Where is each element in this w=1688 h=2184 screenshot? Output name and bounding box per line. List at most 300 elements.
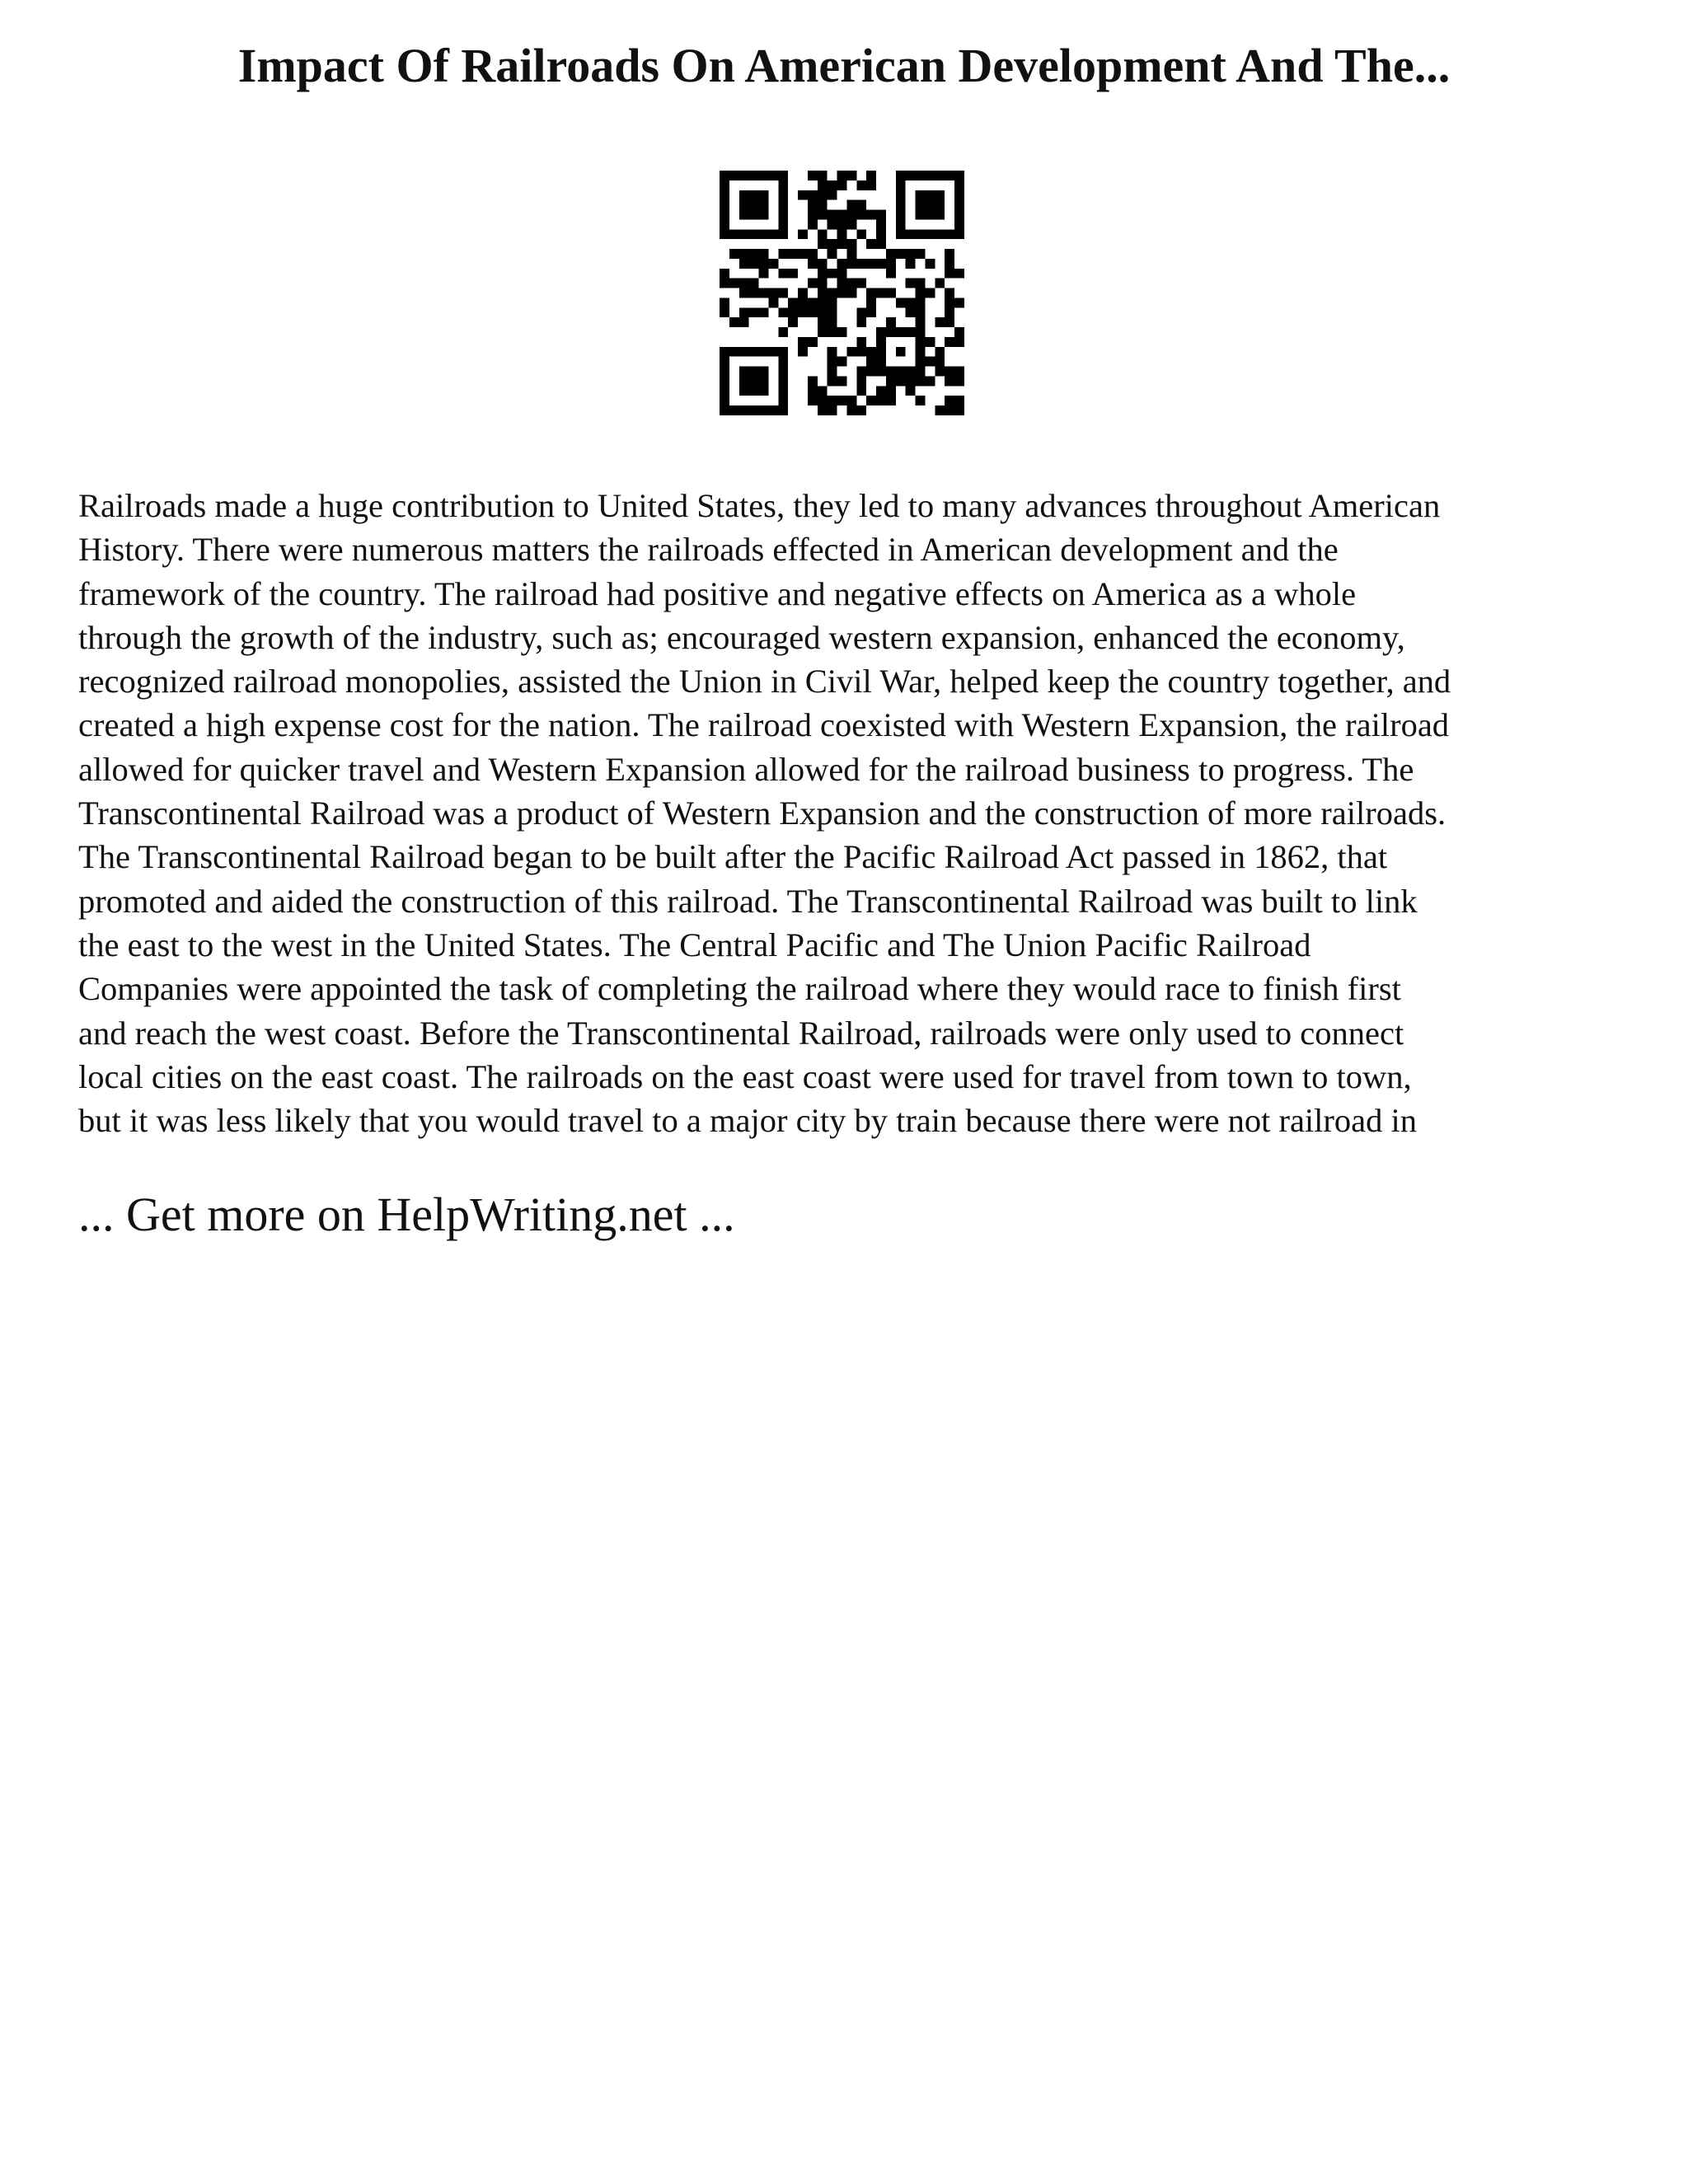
qr-module: [778, 367, 788, 377]
qr-module: [906, 307, 916, 317]
qr-module: [749, 259, 759, 269]
qr-module: [886, 396, 896, 405]
qr-module: [945, 376, 954, 386]
qr-module: [856, 405, 866, 415]
qr-module: [749, 347, 759, 357]
qr-module: [945, 288, 954, 298]
qr-module: [866, 357, 876, 367]
qr-module: [876, 347, 886, 357]
qr-module: [818, 317, 828, 327]
qr-module: [866, 259, 876, 269]
qr-module: [788, 269, 798, 279]
qr-module: [818, 386, 828, 396]
qr-module: [935, 317, 945, 327]
qr-module: [759, 376, 769, 386]
qr-module: [749, 249, 759, 259]
qr-module: [720, 190, 729, 200]
qr-module: [856, 200, 866, 210]
qr-module: [906, 386, 916, 396]
qr-module: [828, 405, 837, 415]
qr-module: [837, 357, 847, 367]
qr-module: [896, 347, 906, 357]
qr-module: [739, 405, 749, 415]
qr-module: [886, 269, 896, 279]
qr-module: [759, 367, 769, 377]
qr-module: [720, 210, 729, 220]
qr-module: [945, 171, 954, 180]
qr-module: [916, 376, 926, 386]
qr-module: [945, 307, 954, 317]
qr-module: [876, 219, 886, 229]
body-line: promoted and aided the construction of this railroad. The Transcontinental Railroad was built to link: [78, 882, 1418, 920]
qr-module: [729, 249, 739, 259]
qr-module: [808, 386, 818, 396]
qr-module: [925, 337, 935, 347]
qr-module: [739, 190, 749, 200]
body-line: The Transcontinental Railroad began to be built after the Pacific Railroad Act passed in 1862, that: [78, 838, 1388, 876]
qr-module: [876, 259, 886, 269]
qr-module: [739, 210, 749, 220]
qr-module: [925, 229, 935, 239]
qr-module: [925, 259, 935, 269]
qr-module: [798, 347, 808, 357]
qr-module: [768, 347, 778, 357]
qr-module: [846, 239, 856, 249]
qr-module: [945, 317, 954, 327]
qr-module: [837, 259, 847, 269]
qr-module: [925, 376, 935, 386]
qr-module: [759, 259, 769, 269]
qr-module: [828, 376, 837, 386]
qr-module: [945, 405, 954, 415]
qr-module: [778, 210, 788, 220]
qr-module: [759, 171, 769, 180]
qr-module: [916, 279, 926, 288]
qr-module: [945, 367, 954, 377]
qr-module: [896, 229, 906, 239]
qr-module: [720, 298, 729, 307]
qr-module: [916, 210, 926, 220]
qr-module: [906, 229, 916, 239]
qr-module: [720, 396, 729, 405]
qr-module: [945, 269, 954, 279]
qr-module: [768, 405, 778, 415]
qr-module: [778, 269, 788, 279]
qr-module: [768, 229, 778, 239]
qr-module: [954, 210, 964, 220]
qr-module: [759, 269, 769, 279]
qr-module: [720, 307, 729, 317]
qr-module: [739, 307, 749, 317]
qr-module: [906, 376, 916, 386]
qr-module: [846, 396, 856, 405]
qr-module: [768, 298, 778, 307]
qr-module: [739, 259, 749, 269]
qr-module: [954, 200, 964, 210]
qr-module: [720, 405, 729, 415]
qr-module: [925, 357, 935, 367]
body-line: local cities on the east coast. The railroads on the east coast were used for travel from town to town,: [78, 1057, 1412, 1095]
qr-module: [808, 259, 818, 269]
qr-module: [828, 357, 837, 367]
qr-module: [916, 367, 926, 377]
qr-module: [876, 288, 886, 298]
qr-module: [916, 288, 926, 298]
qr-module: [856, 229, 866, 239]
qr-module: [808, 337, 818, 347]
qr-module: [896, 367, 906, 377]
qr-module: [778, 405, 788, 415]
body-line: Railroads made a huge contribution to United States, they led to many advances throughout American: [78, 487, 1441, 524]
qr-module: [935, 190, 945, 200]
qr-module: [818, 259, 828, 269]
qr-module: [778, 307, 788, 317]
qr-module: [954, 337, 964, 347]
qr-module: [808, 307, 818, 317]
qr-module: [828, 396, 837, 405]
qr-module: [778, 171, 788, 180]
qr-module: [778, 288, 788, 298]
qr-module: [916, 229, 926, 239]
qr-module: [739, 171, 749, 180]
qr-module: [876, 357, 886, 367]
qr-module: [808, 298, 818, 307]
qr-module: [828, 190, 837, 200]
qr-module: [886, 259, 896, 269]
qr-module: [925, 171, 935, 180]
qr-module: [749, 288, 759, 298]
qr-module: [856, 347, 866, 357]
qr-module: [837, 229, 847, 239]
qr-module: [788, 298, 798, 307]
qr-module: [739, 317, 749, 327]
qr-module: [886, 376, 896, 386]
qr-module: [778, 229, 788, 239]
qr-module: [808, 210, 818, 220]
qr-module: [828, 210, 837, 220]
qr-module: [856, 307, 866, 317]
qr-module: [906, 298, 916, 307]
qr-module: [768, 288, 778, 298]
qr-module: [798, 337, 808, 347]
qr-module: [945, 249, 954, 259]
qr-module: [876, 367, 886, 377]
qr-module: [886, 288, 896, 298]
qr-module: [935, 279, 945, 288]
qr-module: [876, 396, 886, 405]
qr-module: [828, 327, 837, 337]
qr-module: [935, 210, 945, 220]
qr-module: [906, 171, 916, 180]
qr-module: [729, 229, 739, 239]
qr-module: [866, 298, 876, 307]
qr-module: [729, 279, 739, 288]
qr-module: [818, 279, 828, 288]
qr-module: [759, 200, 769, 210]
qr-module: [876, 210, 886, 220]
qr-module: [856, 367, 866, 377]
qr-module: [876, 337, 886, 347]
body-line: and reach the west coast. Before the Transcontinental Railroad, railroads were only used to connect: [78, 1014, 1404, 1052]
qr-module: [798, 307, 808, 317]
body-line: framework of the country. The railroad had positive and negative effects on America as a whole: [78, 574, 1357, 612]
qr-module: [896, 200, 906, 210]
document-body: [78, 484, 1628, 1142]
qr-module: [828, 307, 837, 317]
qr-module: [856, 259, 866, 269]
qr-module: [778, 386, 788, 396]
qr-module: [935, 171, 945, 180]
qr-module: [749, 229, 759, 239]
qr-module: [846, 171, 856, 180]
qr-module: [778, 357, 788, 367]
qr-module: [886, 249, 896, 259]
qr-module: [808, 219, 818, 229]
qr-module: [916, 396, 926, 405]
qr-module: [846, 200, 856, 210]
qr-module: [828, 269, 837, 279]
qr-module: [916, 327, 926, 337]
qr-module: [856, 337, 866, 347]
qr-module: [876, 327, 886, 337]
qr-module: [866, 288, 876, 298]
body-line: but it was less likely that you would travel to a major city by train because there were not railroad in: [78, 1102, 1418, 1140]
qr-module: [945, 298, 954, 307]
qr-module: [759, 307, 769, 317]
qr-module: [788, 249, 798, 259]
qr-module: [778, 249, 788, 259]
qr-module: [818, 307, 828, 317]
qr-module: [916, 317, 926, 327]
qr-module: [749, 376, 759, 386]
qr-module: [720, 219, 729, 229]
qr-module: [759, 347, 769, 357]
qr-code-graphic: [720, 171, 964, 415]
qr-module: [818, 396, 828, 405]
body-line: History. There were numerous matters the railroads effected in American development and the: [78, 531, 1339, 569]
qr-module: [759, 229, 769, 239]
body-line: Transcontinental Railroad was a product of Western Expansion and the construction of more railroads.: [78, 794, 1447, 832]
qr-module: [808, 249, 818, 259]
get-more-link[interactable]: ... Get more on HelpWriting.net ...: [78, 1188, 735, 1241]
qr-module: [720, 229, 729, 239]
qr-module: [954, 405, 964, 415]
qr-module: [837, 239, 847, 249]
qr-module: [935, 357, 945, 367]
qr-module: [837, 327, 847, 337]
qr-module: [866, 171, 876, 180]
qr-module: [954, 229, 964, 239]
qr-module: [876, 386, 886, 396]
qr-module: [778, 200, 788, 210]
qr-module: [866, 396, 876, 405]
qr-module: [886, 367, 896, 377]
qr-module: [906, 327, 916, 337]
qr-module: [935, 229, 945, 239]
qr-module: [808, 190, 818, 200]
qr-module: [866, 307, 876, 317]
qr-module: [739, 347, 749, 357]
qr-module: [954, 171, 964, 180]
qr-module: [906, 279, 916, 288]
qr-module: [916, 298, 926, 307]
qr-module: [828, 317, 837, 327]
qr-module: [729, 347, 739, 357]
qr-module: [846, 210, 856, 220]
qr-module: [808, 376, 818, 386]
qr-module: [739, 279, 749, 288]
qr-module: [876, 229, 886, 239]
qr-module: [846, 288, 856, 298]
qr-module: [759, 405, 769, 415]
qr-module: [778, 219, 788, 229]
qr-module: [954, 269, 964, 279]
qr-module: [925, 210, 935, 220]
qr-module: [720, 367, 729, 377]
qr-module: [954, 190, 964, 200]
qr-module: [759, 210, 769, 220]
qr-module: [818, 288, 828, 298]
qr-module: [896, 190, 906, 200]
qr-module: [739, 386, 749, 396]
qr-module: [856, 279, 866, 288]
qr-module: [749, 210, 759, 220]
qr-module: [916, 307, 926, 317]
qr-module: [925, 200, 935, 210]
qr-module: [778, 347, 788, 357]
qr-module: [896, 376, 906, 386]
qr-module: [846, 249, 856, 259]
qr-module: [828, 219, 837, 229]
qr-module: [846, 347, 856, 357]
qr-module: [866, 367, 876, 377]
qr-module: [749, 171, 759, 180]
qr-module: [798, 229, 808, 239]
qr-module: [778, 327, 788, 337]
qr-code-icon[interactable]: [720, 171, 964, 415]
qr-module: [954, 376, 964, 386]
qr-module: [866, 239, 876, 249]
qr-module: [866, 180, 876, 190]
qr-module: [837, 279, 847, 288]
qr-module: [828, 367, 837, 377]
qr-module: [778, 376, 788, 386]
qr-module: [749, 386, 759, 396]
qr-module: [837, 288, 847, 298]
qr-module: [828, 239, 837, 249]
qr-module: [906, 249, 916, 259]
qr-module: [720, 269, 729, 279]
qr-module: [954, 367, 964, 377]
qr-module: [916, 171, 926, 180]
qr-module: [818, 239, 828, 249]
qr-module: [896, 327, 906, 337]
qr-module: [866, 210, 876, 220]
qr-module: [798, 190, 808, 200]
qr-module: [808, 396, 818, 405]
qr-module: [808, 171, 818, 180]
qr-module: [954, 298, 964, 307]
qr-module: [749, 200, 759, 210]
qr-module: [720, 180, 729, 190]
qr-module: [798, 249, 808, 259]
qr-module: [818, 269, 828, 279]
qr-module: [778, 396, 788, 405]
qr-module: [954, 396, 964, 405]
qr-module: [896, 249, 906, 259]
qr-module: [720, 279, 729, 288]
qr-module: [896, 219, 906, 229]
qr-module: [896, 210, 906, 220]
qr-module: [896, 180, 906, 190]
qr-module: [739, 200, 749, 210]
qr-module: [916, 337, 926, 347]
document-title: Impact Of Railroads On American Development And The...: [237, 39, 1451, 92]
qr-module: [749, 307, 759, 317]
qr-module: [828, 288, 837, 298]
qr-module: [945, 396, 954, 405]
body-line: Companies were appointed the task of completing the railroad where they would race to finish first: [78, 970, 1401, 1008]
qr-module: [749, 279, 759, 288]
qr-module: [828, 180, 837, 190]
body-line: allowed for quicker travel and Western Expansion allowed for the railroad business to progress. The: [78, 750, 1414, 788]
qr-module: [935, 347, 945, 357]
qr-module: [768, 259, 778, 269]
body-line: the east to the west in the United States. The Central Pacific and The Union Pacific Railroad: [78, 926, 1311, 963]
qr-module: [886, 317, 896, 327]
qr-module: [729, 405, 739, 415]
qr-module: [837, 376, 847, 386]
qr-module: [768, 171, 778, 180]
qr-module: [886, 327, 896, 337]
body-line: through the growth of the industry, such as; encouraged western expansion, enhanced the economy,: [78, 618, 1405, 656]
qr-module: [808, 279, 818, 288]
qr-module: [720, 376, 729, 386]
qr-module: [916, 190, 926, 200]
qr-module: [778, 190, 788, 200]
qr-module: [720, 357, 729, 367]
qr-module: [818, 210, 828, 220]
qr-module: [846, 219, 856, 229]
qr-module: [856, 317, 866, 327]
qr-module: [916, 347, 926, 357]
qr-module: [818, 327, 828, 337]
qr-module: [837, 269, 847, 279]
qr-module: [818, 190, 828, 200]
qr-module: [896, 298, 906, 307]
qr-module: [729, 171, 739, 180]
qr-module: [856, 180, 866, 190]
qr-module: [916, 249, 926, 259]
qr-module: [906, 259, 916, 269]
qr-module: [798, 288, 808, 298]
qr-module: [856, 210, 866, 220]
qr-module: [739, 229, 749, 239]
body-line: recognized railroad monopolies, assisted the Union in Civil War, helped keep the country together, and: [78, 663, 1451, 701]
qr-module: [828, 249, 837, 259]
qr-module: [837, 219, 847, 229]
qr-module: [818, 171, 828, 180]
qr-module: [896, 171, 906, 180]
body-line: created a high expense cost for the nation. The railroad coexisted with Western Expansion, the railroad: [78, 706, 1450, 744]
qr-module: [925, 190, 935, 200]
qr-module: [720, 386, 729, 396]
qr-module: [759, 190, 769, 200]
qr-module: [906, 367, 916, 377]
qr-module: [749, 367, 759, 377]
qr-module: [856, 386, 866, 396]
qr-module: [739, 367, 749, 377]
